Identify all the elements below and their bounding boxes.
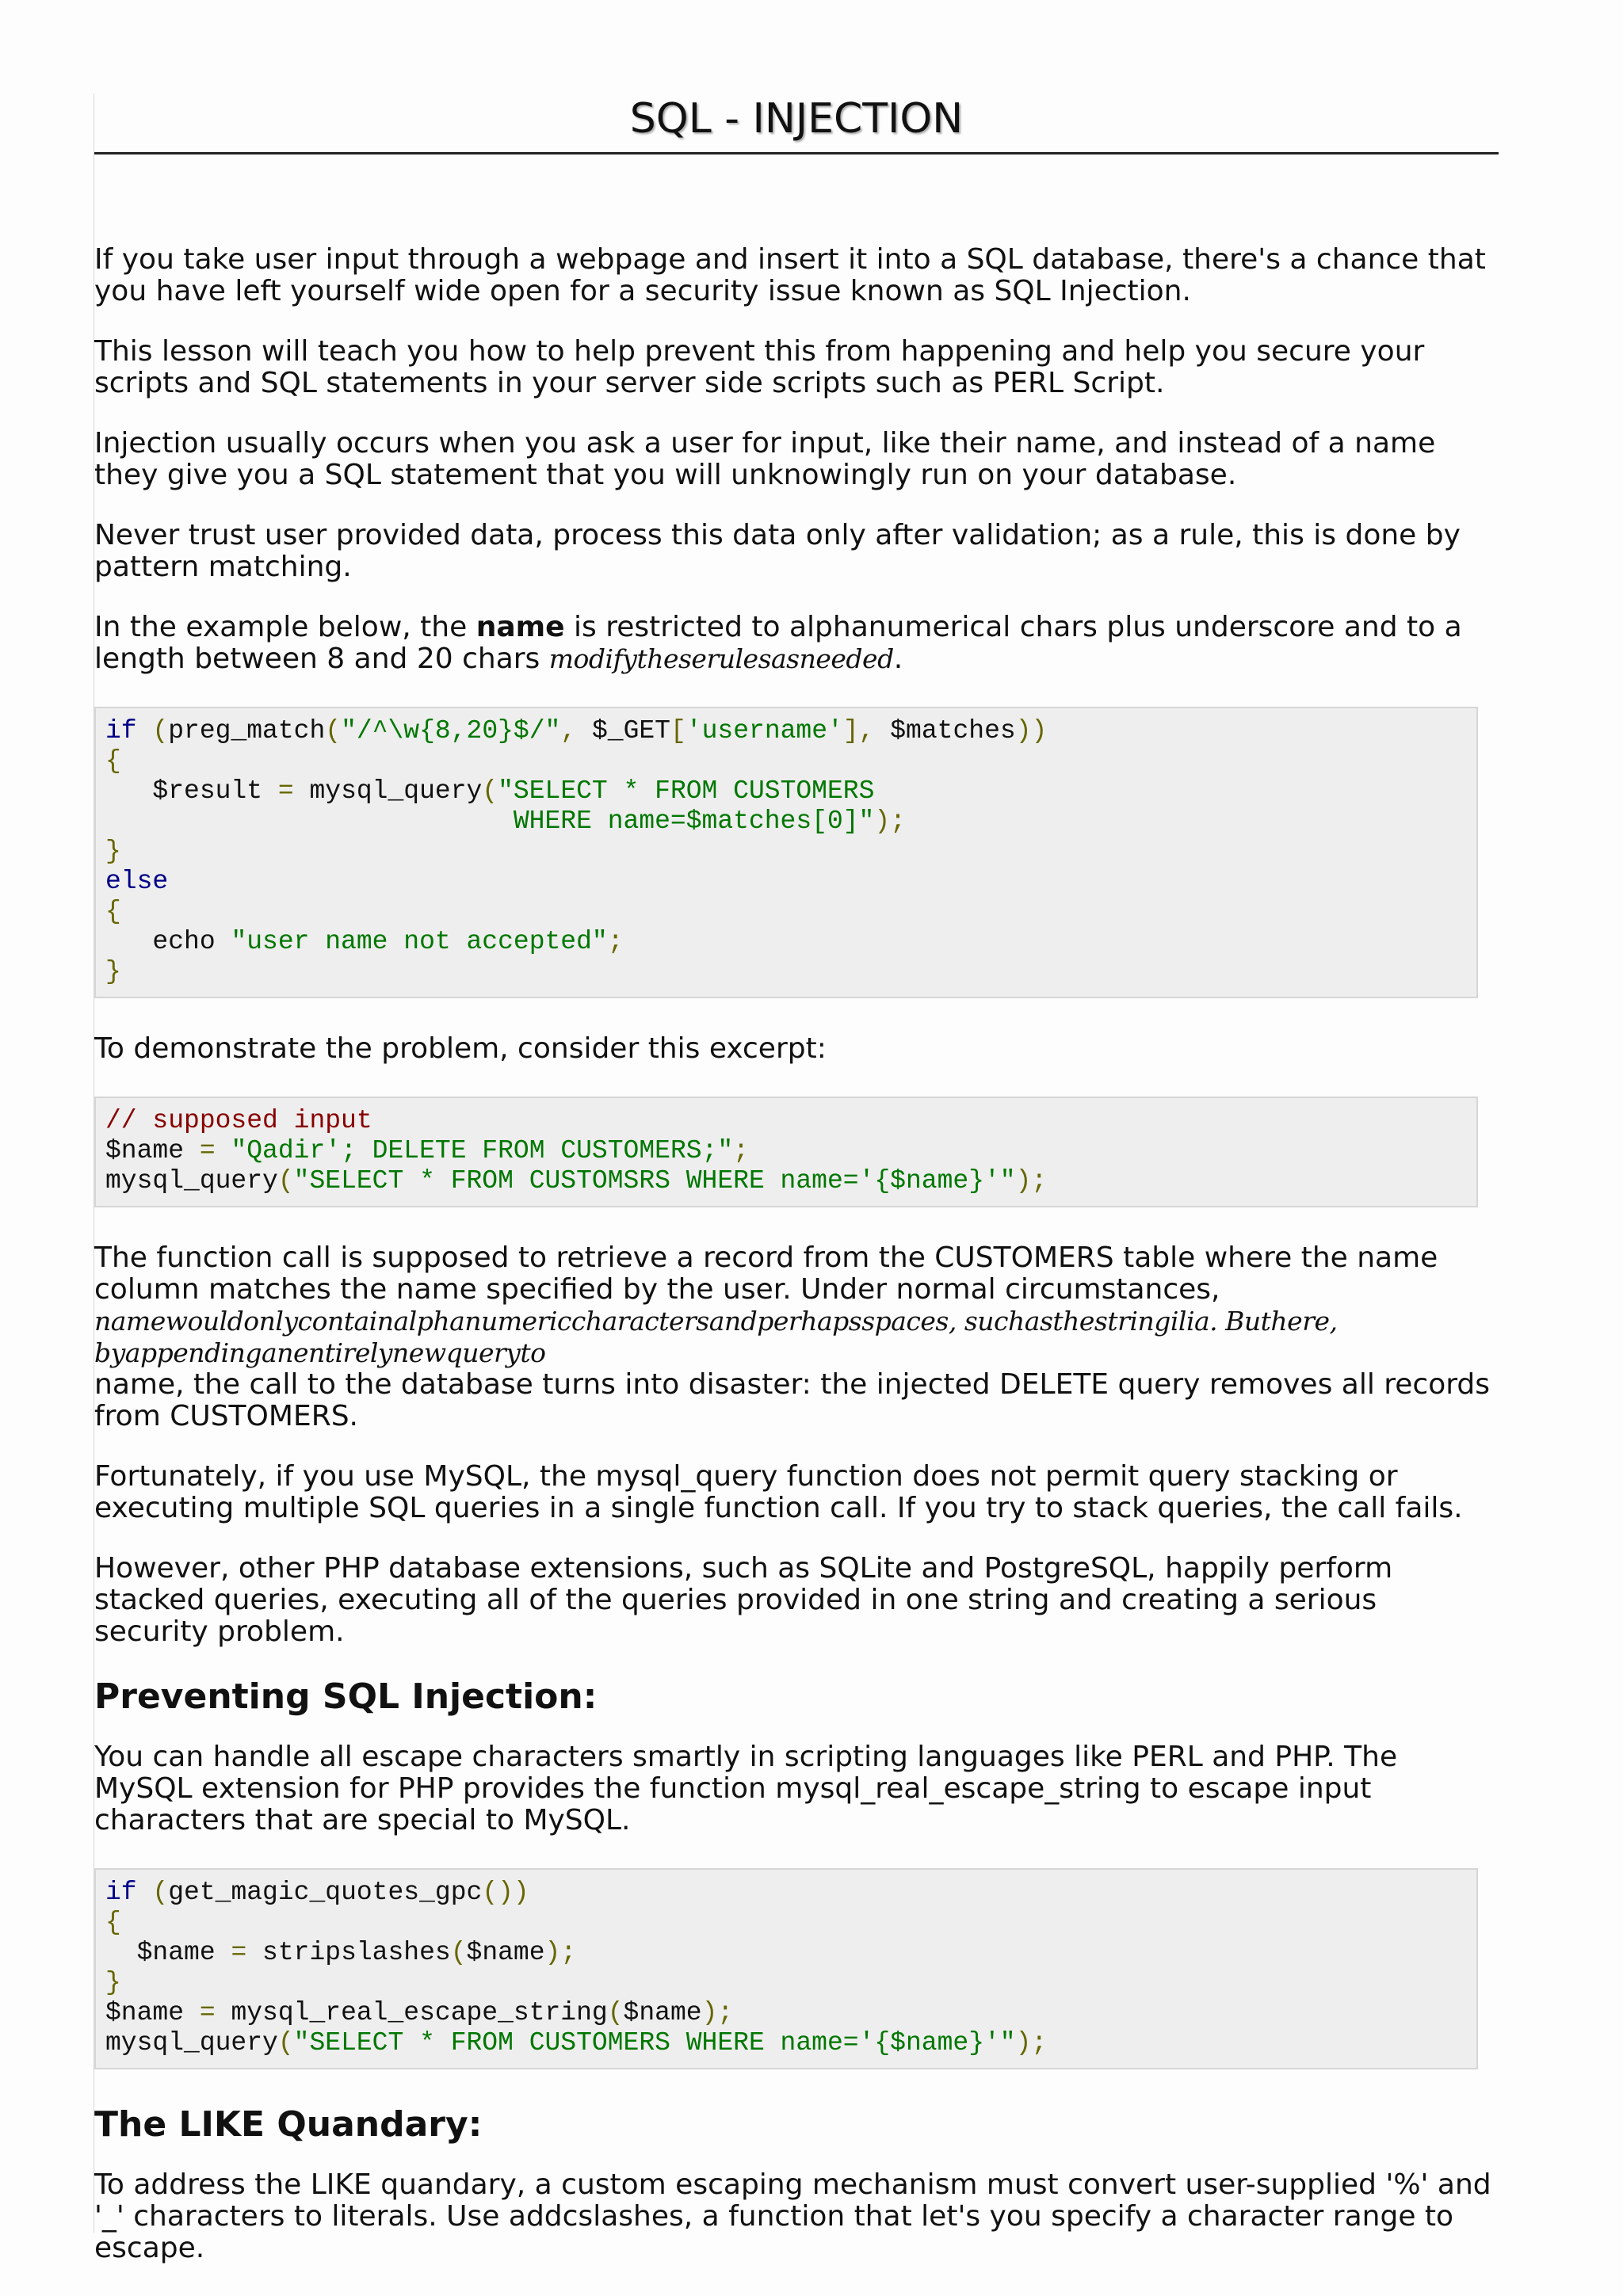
- example-italic-text: modifytheserulesasneeded: [548, 643, 894, 674]
- document-page: [94, 93, 1499, 2264]
- code-token: "SELECT * FROM CUSTOMERS WHERE name='{$name}'": [293, 2028, 1016, 2058]
- code-token: [: [670, 716, 686, 746]
- code-block-injection-example: [94, 1097, 1478, 1207]
- code-token: }: [105, 1968, 121, 1997]
- code-line: [105, 957, 121, 986]
- code-token: ;: [733, 1136, 749, 1165]
- code-token: ()): [482, 1878, 529, 1907]
- example-text-start: In the example below, the: [94, 611, 476, 643]
- code-line: [105, 1968, 121, 1997]
- code-token: =: [199, 1136, 216, 1165]
- code-token: ;: [607, 927, 624, 956]
- escape-paragraph: You can handle all escape characters smartly in scripting languages like PERL and PHP. The MySQL extension for PHP provides the function mysql_real_escape_string to escape input characters that are special to MySQL.: [94, 1741, 1398, 1836]
- code-token: "Qadir'; DELETE FROM CUSTOMERS;": [231, 1136, 734, 1165]
- code-token: (: [152, 1878, 169, 1907]
- function-call-text-end: name, the call to the database turns into disaster: the injected DELETE query removes all records from CUSTOMERS.: [94, 1368, 1491, 1432]
- code-token: mysql_query: [293, 776, 483, 806]
- code-token: )): [1015, 716, 1048, 746]
- code-token: (: [607, 1998, 624, 2027]
- code-token: );: [1015, 2028, 1048, 2058]
- code-line: [105, 776, 874, 806]
- code-token: {: [105, 746, 121, 776]
- code-token: (: [325, 716, 342, 746]
- code-token: }: [105, 837, 121, 866]
- code-token: mysql_query: [105, 2028, 278, 2058]
- lesson-paragraph: This lesson will teach you how to help prevent this from happening and help you secure your scripts and SQL statements in your server side scripts such as PERL Script.: [94, 335, 1425, 399]
- code-token: (: [277, 2028, 294, 2058]
- code-token: $name: [105, 1998, 200, 2027]
- code-line: [105, 897, 121, 926]
- code-token: if: [105, 716, 137, 746]
- code-token: else: [105, 867, 169, 896]
- code-line: [105, 867, 168, 896]
- code-line: [105, 837, 121, 866]
- code-line: [105, 1938, 576, 1967]
- code-line: [105, 2028, 1047, 2058]
- function-call-paragraph: [94, 1242, 1499, 1432]
- code-token: "user name not accepted": [231, 927, 608, 956]
- code-token: [137, 1878, 153, 1907]
- code-block-pattern-match: [94, 707, 1478, 998]
- code-token: {: [105, 1908, 121, 1937]
- code-token: $name: [105, 1136, 200, 1165]
- like-quandary-paragraph: To address the LIKE quandary, a custom escaping mechanism must convert user-supplied '%' and '_' characters to literals. Use addcslashes, a function that let's you specify a character range to escape.: [94, 2168, 1491, 2264]
- name-keyword: name: [475, 611, 565, 643]
- code-token: (: [482, 776, 498, 806]
- preventing-heading: Preventing SQL Injection:: [94, 1676, 598, 1717]
- document-body: [94, 244, 1499, 2293]
- code-token: 'username': [685, 716, 843, 746]
- example-text-middle: is restricted to alphanumerical chars plus underscore and to a length between 8 and 20 chars: [94, 611, 1462, 675]
- code-token: =: [277, 776, 294, 806]
- code-line: [105, 746, 121, 776]
- code-token: );: [544, 1938, 577, 1967]
- code-token: $name: [623, 1998, 702, 2027]
- code-token: mysql_query: [105, 1166, 278, 1196]
- code-token: $matches: [874, 716, 1016, 746]
- code-token: [137, 716, 153, 746]
- code-block-escape-string: [94, 1868, 1478, 2069]
- injection-explanation-paragraph: Injection usually occurs when you ask a user for input, like their name, and instead of a name they give you a SQL statement that you will unknowingly run on your database.: [94, 427, 1436, 491]
- code-token: preg_match: [168, 716, 326, 746]
- code-token: ],: [842, 716, 875, 746]
- code-token: $name: [105, 1938, 231, 1967]
- code-token: {: [105, 897, 121, 926]
- intro-paragraph: If you take user input through a webpage and insert it into a SQL database, there's a chance that you have left yourself wide open for a security issue known as SQL Injection.: [94, 243, 1486, 307]
- code-token: =: [199, 1998, 216, 2027]
- code-line: [105, 1878, 529, 1907]
- like-quandary-heading: The LIKE Quandary:: [94, 2104, 483, 2145]
- code-line: [105, 927, 624, 956]
- code-line: [105, 1136, 749, 1165]
- code-token: $_GET: [576, 716, 670, 746]
- code-token: );: [701, 1998, 734, 2027]
- mysql-stacking-paragraph: Fortunately, if you use MySQL, the mysql_query function does not permit query stacking or executing multiple SQL queries in a single function call. If you try to stack queries, the call fails.: [94, 1460, 1463, 1524]
- code-token: WHERE name=$matches[0]": [105, 807, 875, 836]
- code-line: [105, 1166, 1047, 1196]
- code-token: }: [105, 957, 121, 986]
- code-token: (: [277, 1166, 294, 1196]
- page-title: SQL - INJECTION: [94, 93, 1499, 154]
- code-token: if: [105, 1878, 137, 1907]
- function-call-text-start: The function call is supposed to retrieve a record from the CUSTOMERS table where the name column matches the name specified by the user. Under normal circumstances,: [94, 1241, 1438, 1306]
- code-token: (: [450, 1938, 467, 1967]
- code-token: stripslashes: [246, 1938, 451, 1967]
- code-token: (: [152, 716, 169, 746]
- code-token: $result: [105, 776, 278, 806]
- code-token: =: [231, 1938, 247, 1967]
- function-call-italic-text: namewouldonlycontainalphanumericcharactersandperhapsspaces, suchasthestringilia. Buthere, byappendinganentirelynewqueryto: [94, 1306, 1338, 1368]
- code-token: $name: [466, 1938, 545, 1967]
- code-token: "SELECT * FROM CUSTOMERS: [498, 776, 875, 806]
- code-line: [105, 1908, 121, 1937]
- code-line: [105, 716, 1047, 746]
- code-token: "/^\w{8,20}$/": [341, 716, 561, 746]
- code-token: );: [874, 807, 906, 836]
- example-paragraph: [94, 612, 1499, 675]
- code-token: );: [1015, 1166, 1048, 1196]
- code-token: [216, 1136, 231, 1165]
- code-token: get_magic_quotes_gpc: [168, 1878, 483, 1907]
- code-token: "SELECT * FROM CUSTOMSRS WHERE name='{$name}'": [293, 1166, 1016, 1196]
- validation-paragraph: Never trust user provided data, process this data only after validation; as a rule, this is done by pattern matching.: [94, 519, 1461, 583]
- code-line: [105, 1998, 733, 2027]
- code-token: // supposed input: [105, 1106, 372, 1135]
- example-text-end: .: [893, 643, 903, 675]
- code-token: mysql_real_escape_string: [215, 1998, 608, 2027]
- demonstration-paragraph: To demonstrate the problem, consider this excerpt:: [94, 1032, 827, 1065]
- code-line: [105, 1106, 372, 1135]
- other-extensions-paragraph: However, other PHP database extensions, such as SQLite and PostgreSQL, happily perform stacked queries, executing all of the queries provided in one string and creating a serious security problem.: [94, 1552, 1393, 1648]
- code-token: echo: [105, 927, 231, 956]
- code-token: ,: [560, 716, 577, 746]
- code-line: [105, 807, 906, 836]
